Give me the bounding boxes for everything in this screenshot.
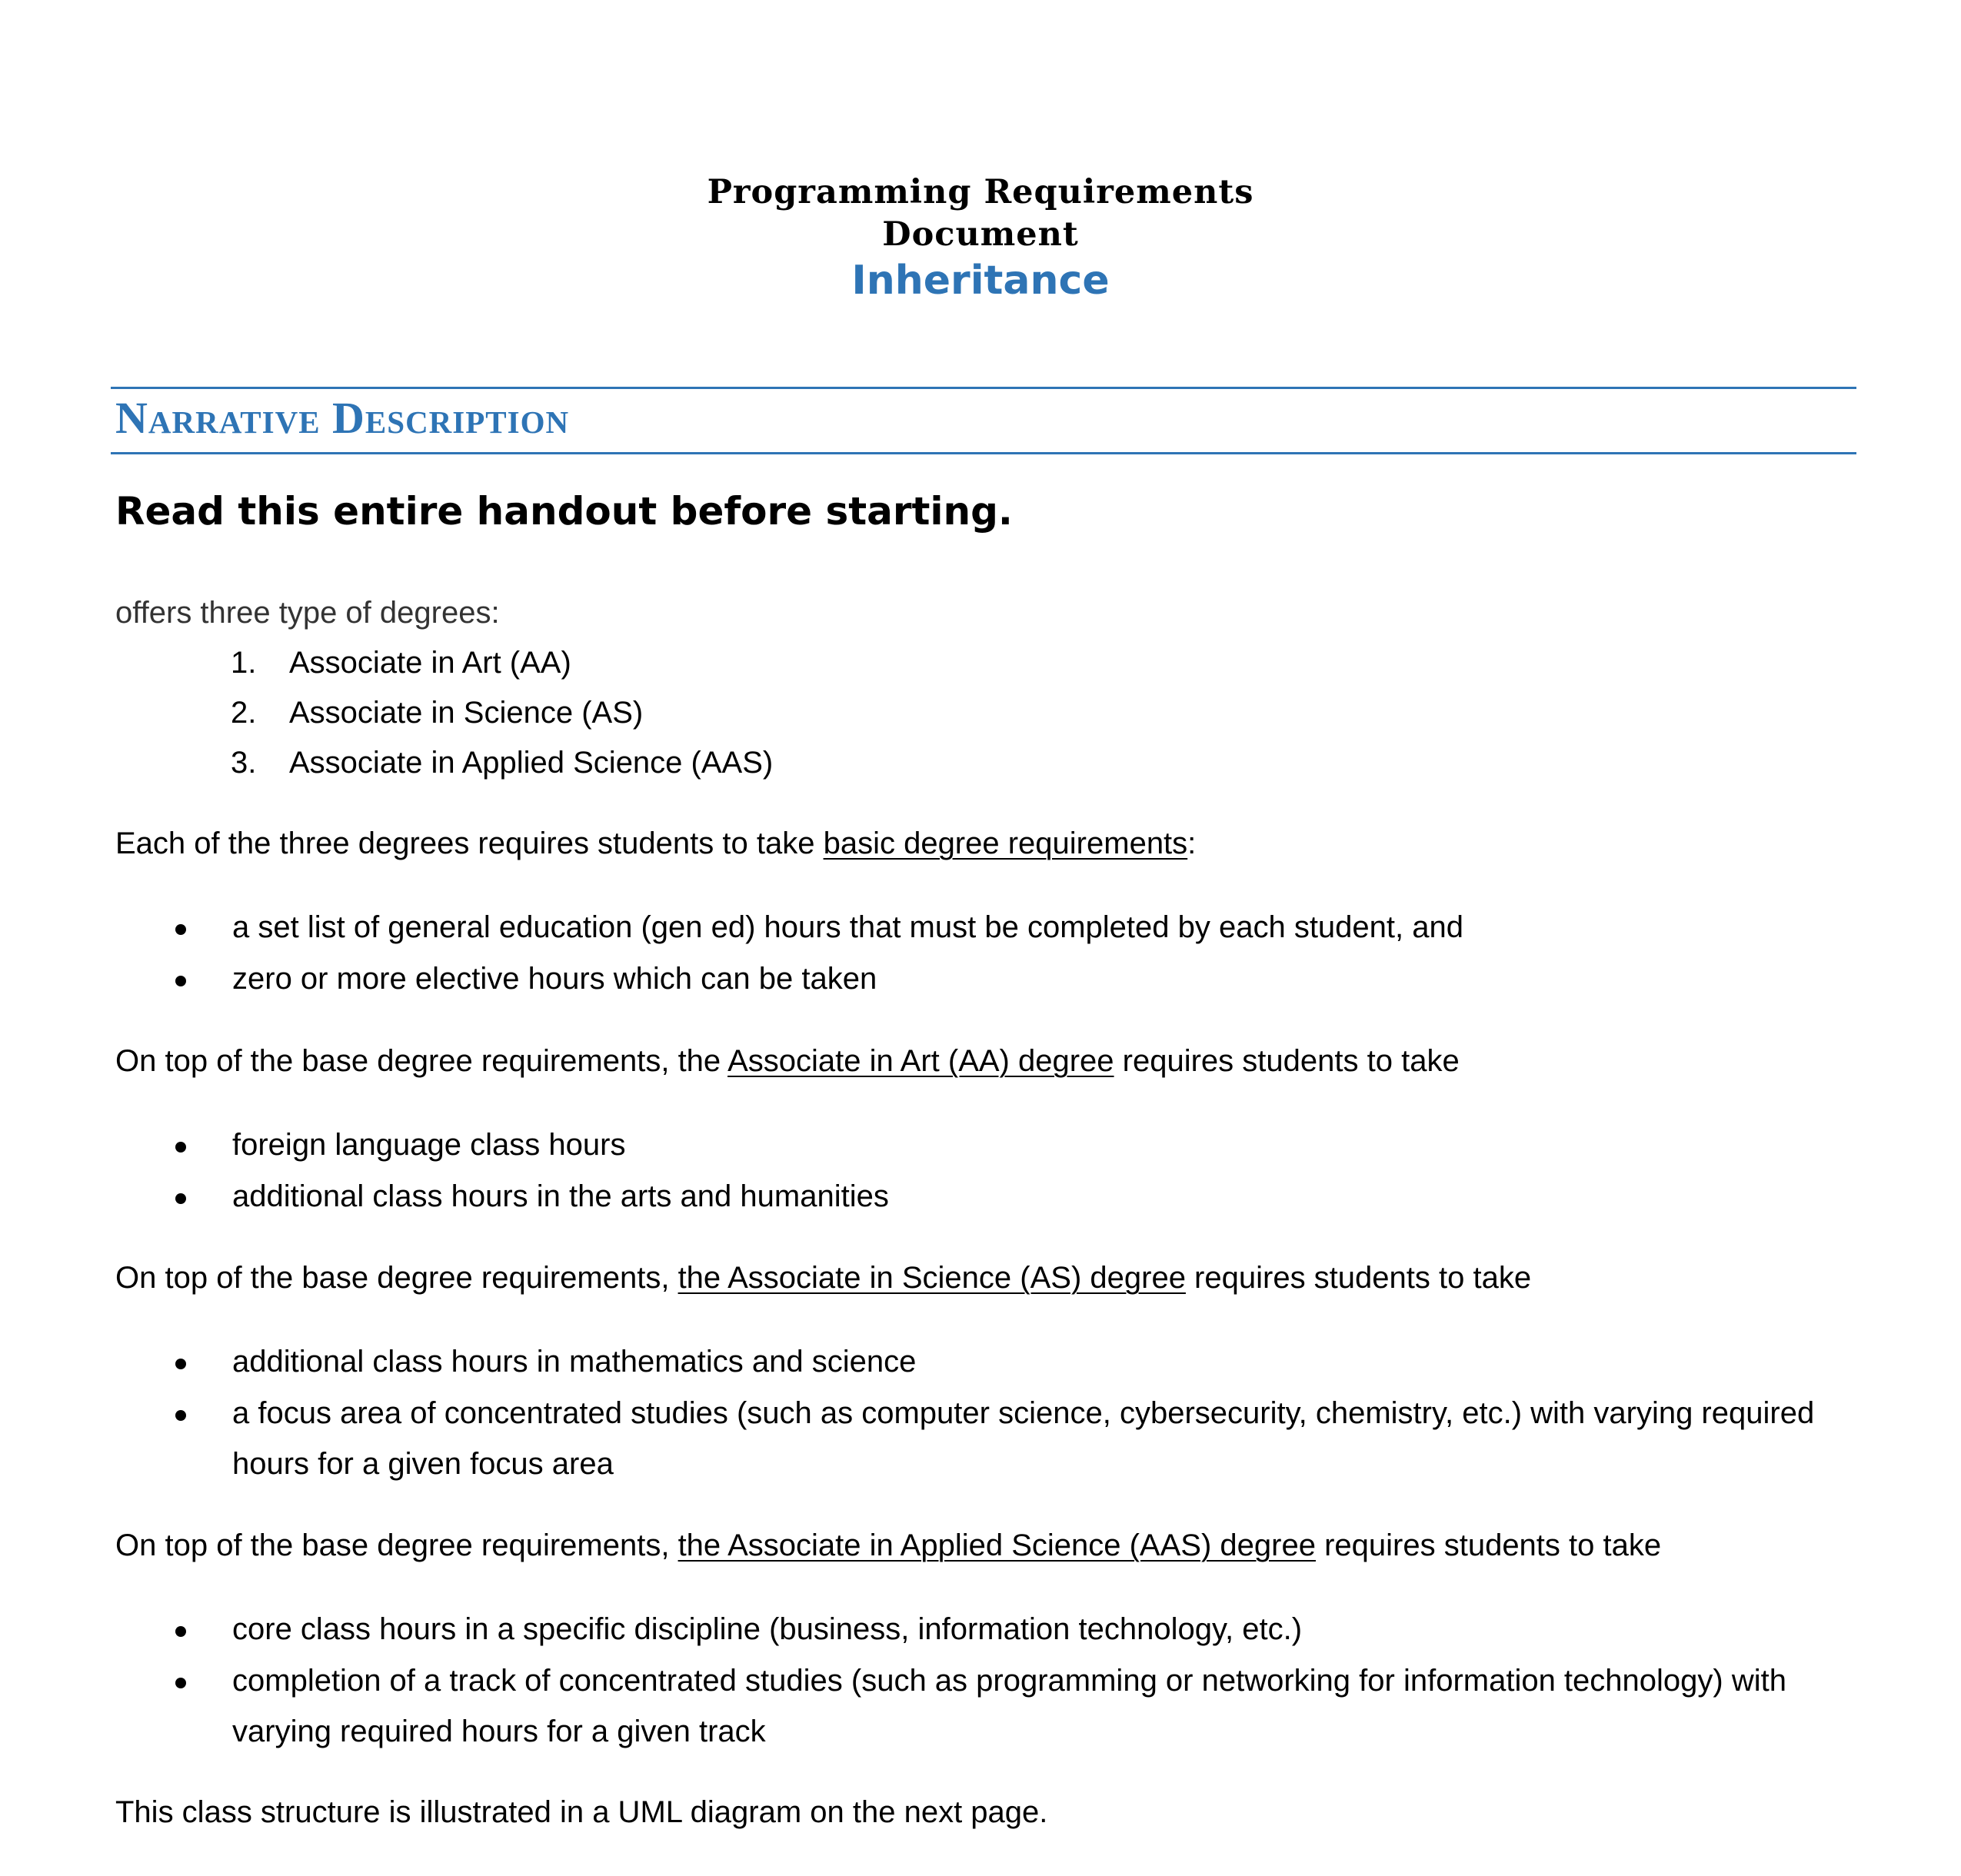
bullet-icon [175,1142,186,1153]
bullet-text: additional class hours in the arts and humanities [232,1179,889,1213]
bullet-icon [175,1410,186,1421]
aas-pre-text: On top of the base degree requirements, [115,1528,678,1562]
bullet-icon [175,1193,186,1204]
document-title-line-2: Document [882,215,1079,254]
section-heading: Narrative Description [115,393,570,443]
closing-paragraph: This class structure is illustrated in a UML diagram on the next page. [115,1795,1048,1829]
aa-paragraph [115,1044,1460,1079]
section-top-rule [111,387,1856,389]
document-title-line-1: Programming Requirements [707,173,1254,211]
bullet-text: completion of a track of concentrated studies (such as programming or networking for information technology) with varying required hours for a given track [232,1664,1786,1748]
bullet-text: zero or more elective hours which can be taken [232,962,877,996]
bullet-icon [175,1678,186,1688]
bullet-icon [175,1359,186,1369]
section-bottom-rule [111,452,1856,454]
aa-post-text: requires students to take [1114,1044,1460,1078]
basic-requirements-paragraph [115,827,1196,861]
aas-post-text: requires students to take [1315,1528,1662,1562]
document-subtitle: Inheritance [851,258,1110,304]
degree-label: Associate in Applied Science (AAS) [289,746,774,780]
aa-pre-text: On top of the base degree requirements, the [115,1044,728,1078]
degree-label: Associate in Art (AA) [289,646,571,680]
aas-degree-term: the Associate in Applied Science (AAS) degree [678,1528,1316,1562]
bullet-icon [175,1626,186,1637]
bullet-text: foreign language class hours [232,1128,626,1162]
intro-paragraph: offers three type of degrees: [115,596,500,630]
aa-degree-term: Associate in Art (AA) degree [727,1044,1114,1078]
bullet-icon [175,976,186,986]
as-pre-text: On top of the base degree requirements, [115,1261,678,1295]
degree-label: Associate in Science (AS) [289,696,644,730]
bullet-text: a focus area of concentrated studies (such as computer science, cybersecurity, chemistry, etc.) with varying required hours for a given focus area [232,1396,1815,1481]
bullet-text: additional class hours in mathematics and science [232,1345,917,1379]
degree-number: 2. [231,696,257,730]
as-degree-term: the Associate in Science (AS) degree [678,1261,1186,1295]
aas-paragraph [115,1528,1661,1563]
instruction-text: Read this entire handout before starting. [115,489,1013,534]
bullet-text: core class hours in a specific discipline (business, information technology, etc.) [232,1612,1303,1646]
degree-number: 1. [231,646,257,680]
as-paragraph [115,1261,1531,1296]
bullet-text: a set list of general education (gen ed) hours that must be completed by each student, and [232,910,1463,944]
bullet-icon [175,924,186,935]
degree-number: 3. [231,746,257,780]
as-post-text: requires students to take [1185,1261,1532,1295]
basic-requirements-term: basic degree requirements [823,827,1188,860]
basic-post-text: : [1187,827,1197,860]
basic-pre-text: Each of the three degrees requires students to take [115,827,824,860]
